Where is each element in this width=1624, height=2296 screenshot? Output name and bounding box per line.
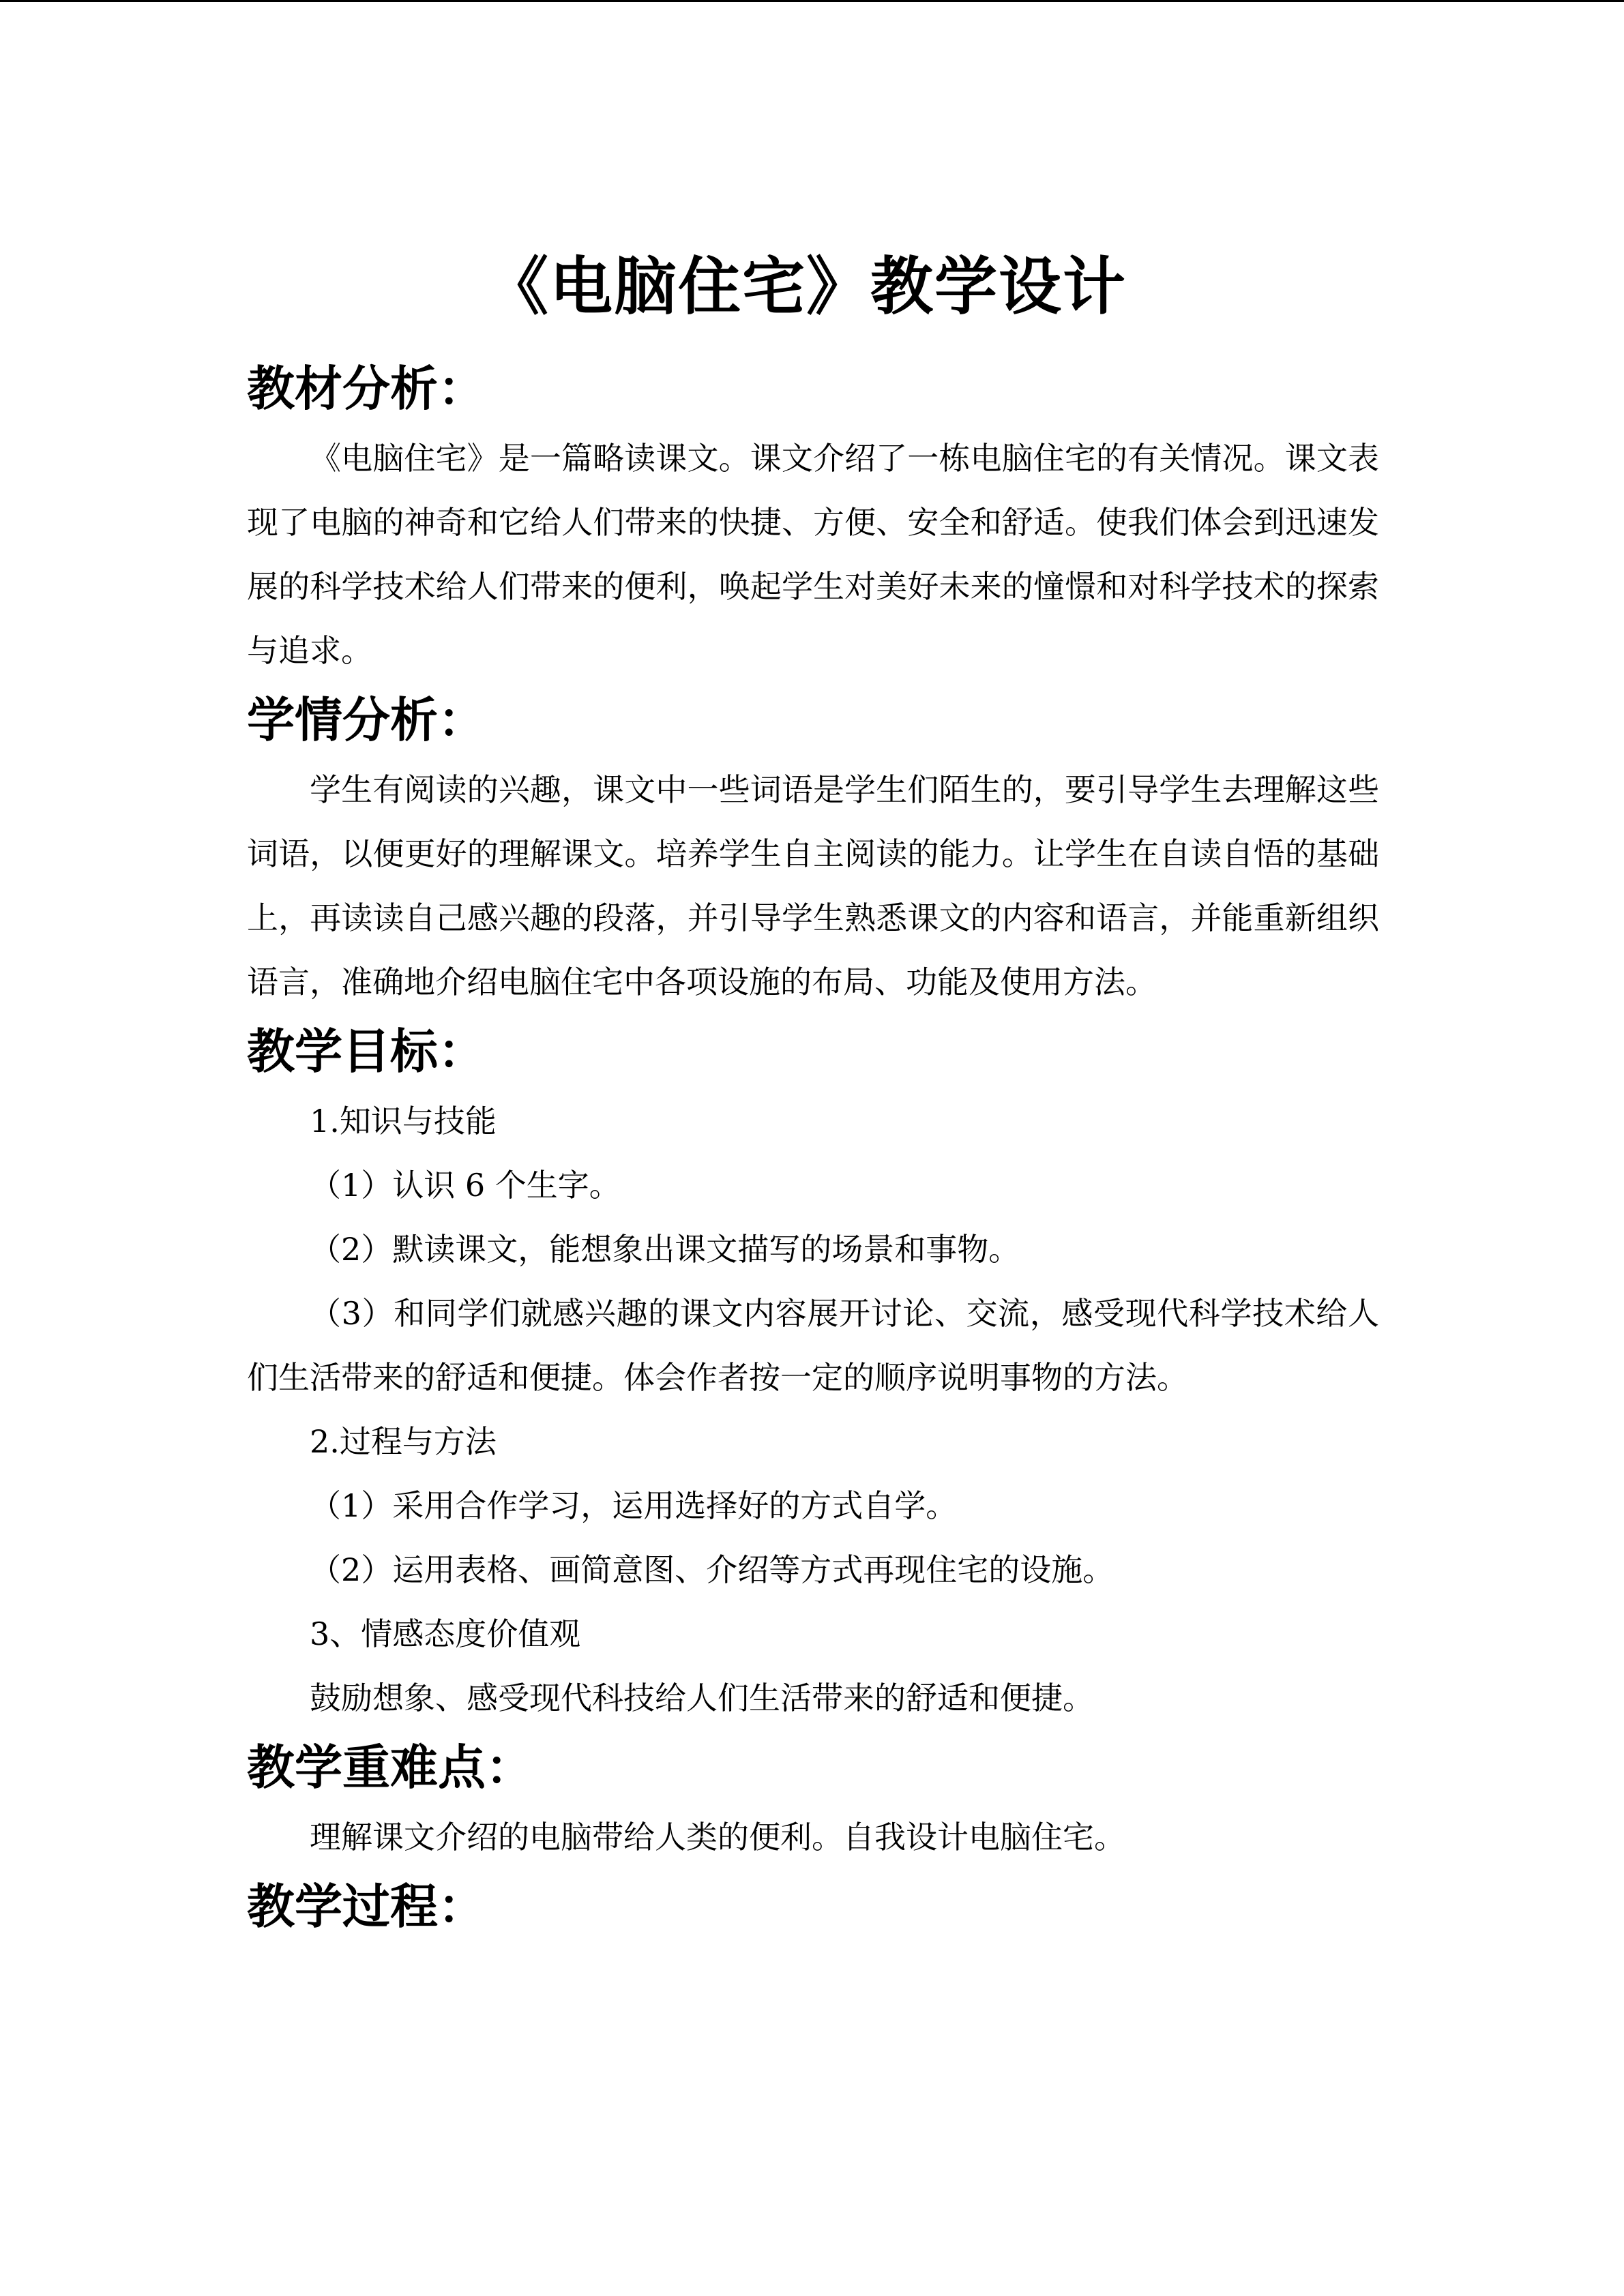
document-page xyxy=(247,242,1379,1944)
section-teaching-process xyxy=(247,1869,1379,1944)
section-heading: 教学重难点： xyxy=(247,1739,533,1795)
section-student-analysis xyxy=(247,683,1379,1014)
section-paragraph: 理解课文介绍的电脑带给人类的便利。自我设计电脑住宅。 xyxy=(310,1819,1125,1855)
objective-item: （2）默读课文，能想象出课文描写的场景和事物。 xyxy=(310,1231,1020,1268)
objective-item: （1）认识 6 个生字。 xyxy=(310,1167,621,1204)
objective-item: （1）采用合作学习，运用选择好的方式自学。 xyxy=(310,1487,958,1524)
section-heading: 学情分析： xyxy=(247,691,486,748)
objective-item: 鼓励想象、感受现代科技给人们生活带来的舒适和便捷。 xyxy=(310,1680,1094,1716)
objective-item: 2.过程与方法 xyxy=(310,1423,497,1460)
objective-item: （3）和同学们就感兴趣的课文内容展开讨论、交流，感受现代科学技术给人们生活带来的舒适和便捷。体会作者按一定的顺序说明事物的方法。 xyxy=(247,1295,1379,1396)
objective-item: 1.知识与技能 xyxy=(310,1103,497,1139)
page-top-border xyxy=(0,0,1624,2)
section-paragraph: 《电脑住宅》是一篇略读课文。课文介绍了一栋电脑住宅的有关情况。课文表现了电脑的神奇和它给人们带来的快捷、方便、安全和舒适。使我们体会到迅速发展的科学技术给人们带来的便利，唤起学生对美好未来的憧憬和对科学技术的探索与追求。 xyxy=(247,440,1379,669)
section-heading: 教学过程： xyxy=(247,1878,486,1935)
section-heading: 教材分析： xyxy=(247,360,486,417)
document-title: 《电脑住宅》教学设计 xyxy=(485,250,1127,323)
objective-item: （2）运用表格、画简意图、介绍等方式再现住宅的设施。 xyxy=(310,1551,1114,1588)
section-teaching-objectives xyxy=(247,1014,1379,1730)
section-heading: 教学目标： xyxy=(247,1023,486,1079)
objective-item: 3、情感态度价值观 xyxy=(310,1615,581,1652)
section-textbook-analysis xyxy=(247,351,1379,683)
section-paragraph: 学生有阅读的兴趣，课文中一些词语是学生们陌生的，要引导学生去理解这些词语，以便更好的理解课文。培养学生自主阅读的能力。让学生在自读自悟的基础上，再读读自己感兴趣的段落，并引导学生熟悉课文的内容和语言，并能重新组织语言，准确地介绍电脑住宅中各项设施的布局、功能及使用方法。 xyxy=(247,771,1379,1000)
section-key-difficulties xyxy=(247,1730,1379,1869)
